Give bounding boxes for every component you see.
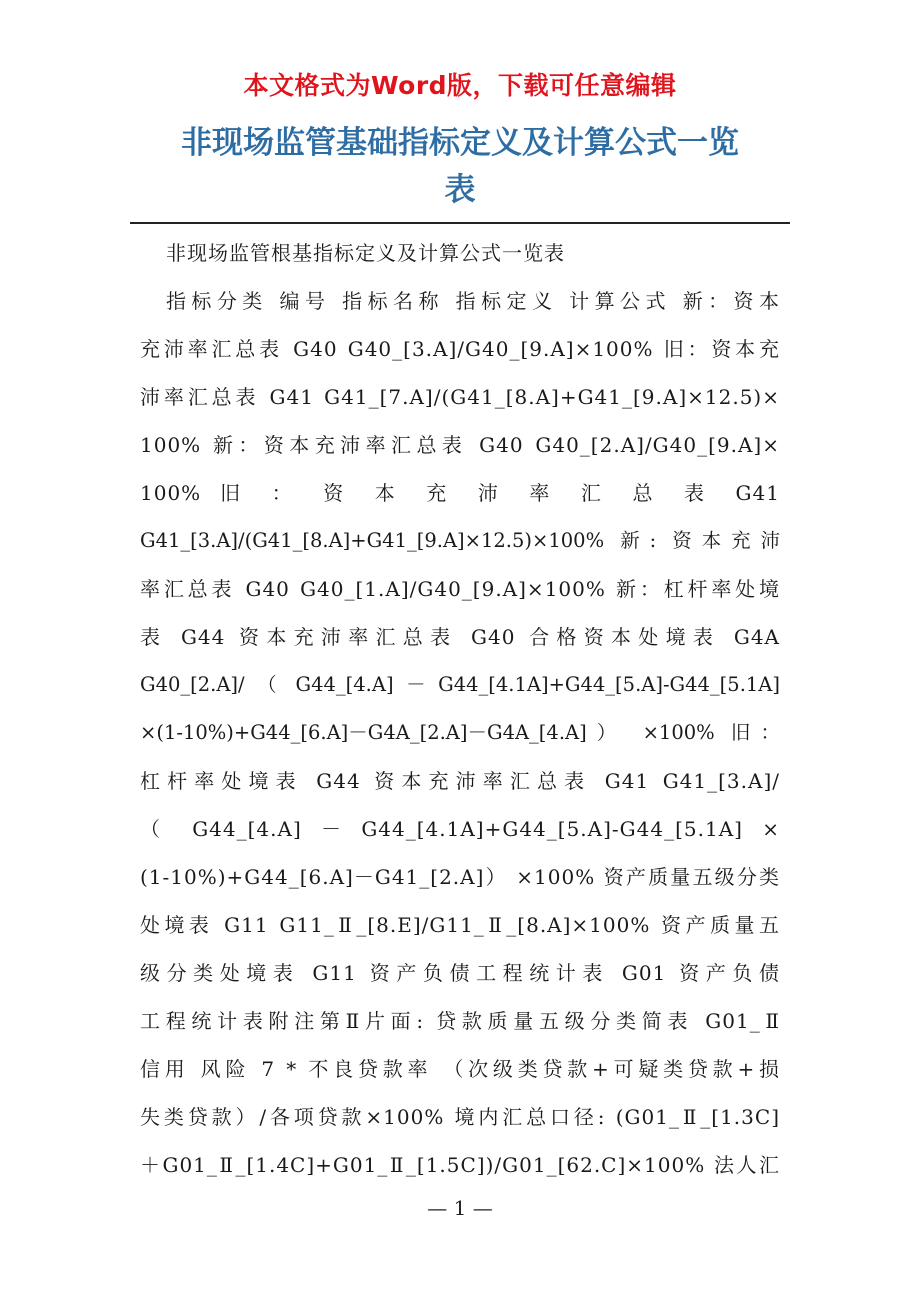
body-line: 100% 新：资本充沛率汇总表 G40 G40_[2.A]/G40_[9.A]× [140,433,780,457]
page-number: — 1 — [427,1196,493,1220]
body-line: G40_[2.A]/ （ G44_[4.A] － G44_[4.1A]+G44_[5.A]-G44_[5.1A] [140,673,780,696]
body-line: 信用 风险 7 * 不良贷款率 （次级类贷款+可疑类贷款+损 [140,1057,780,1081]
body-line-subtitle: 非现场监管根基指标定义及计算公式一览表 [166,241,565,265]
body-line: (1-10%)+G44_[6.A]－G41_[2.A]） ×100% 资产质量五级分类 [140,865,780,889]
title-line-2: 表 [444,172,476,208]
body-line: G41_[3.A]/(G41_[8.A]+G41_[9.A]×12.5)×100% 新: 资本充沛 [140,529,780,552]
body-line: 率汇总表 G40 G40_[1.A]/G40_[9.A]×100% 新：杠杆率处境 [140,577,780,601]
body-line: 指标分类 编号 指标名称 指标定义 计算公式 新：资本 [166,289,780,313]
body-line: 沛率汇总表 G41 G41_[7.A]/(G41_[8.A]+G41_[9.A]×12.5)× [140,385,780,409]
body-line: 表 G44 资本充沛率汇总表 G40 合格资本处境表 G4A [140,625,780,649]
title-divider [130,222,790,224]
body-line: 充沛率汇总表 G40 G40_[3.A]/G40_[9.A]×100% 旧：资本充 [140,337,780,361]
title-line-1: 非现场监管基础指标定义及计算公式一览 [181,125,739,161]
body-line: 级分类处境表 G11 资产负债工程统计表 G01 资产负债 [140,961,780,985]
body-line: ＋G01_Ⅱ_[1.4C]+G01_Ⅱ_[1.5C])/G01_[62.C]×100% 法人汇 [140,1153,780,1177]
body-line: （ G44_[4.A] － G44_[4.1A]+G44_[5.A]-G44_[5.1A] × [140,817,780,841]
body-line: 杠杆率处境表 G44 资本充沛率汇总表 G41 G41_[3.A]/ [140,769,780,793]
body-line: ×(1-10%)+G44_[6.A]－G4A_[2.A]－G4A_[4.A]） ×100% 旧： [140,721,780,744]
body-line: 处境表 G11 G11_Ⅱ_[8.E]/G11_Ⅱ_[8.A]×100% 资产质量五 [140,913,780,937]
body-line: 工程统计表附注第Ⅱ片面: 贷款质量五级分类简表 G01_Ⅱ [140,1009,780,1033]
body-line: 100% 旧 ： 资 本 充 沛 率 汇 总 表 G41 [140,481,780,505]
document-title [140,120,780,214]
document-body [140,229,780,1189]
download-banner: 本文格式为Word版，下载可任意编辑 [243,71,677,100]
body-line: 失类贷款）/各项贷款×100% 境内汇总口径: (G01_Ⅱ_[1.3C] [140,1105,780,1129]
